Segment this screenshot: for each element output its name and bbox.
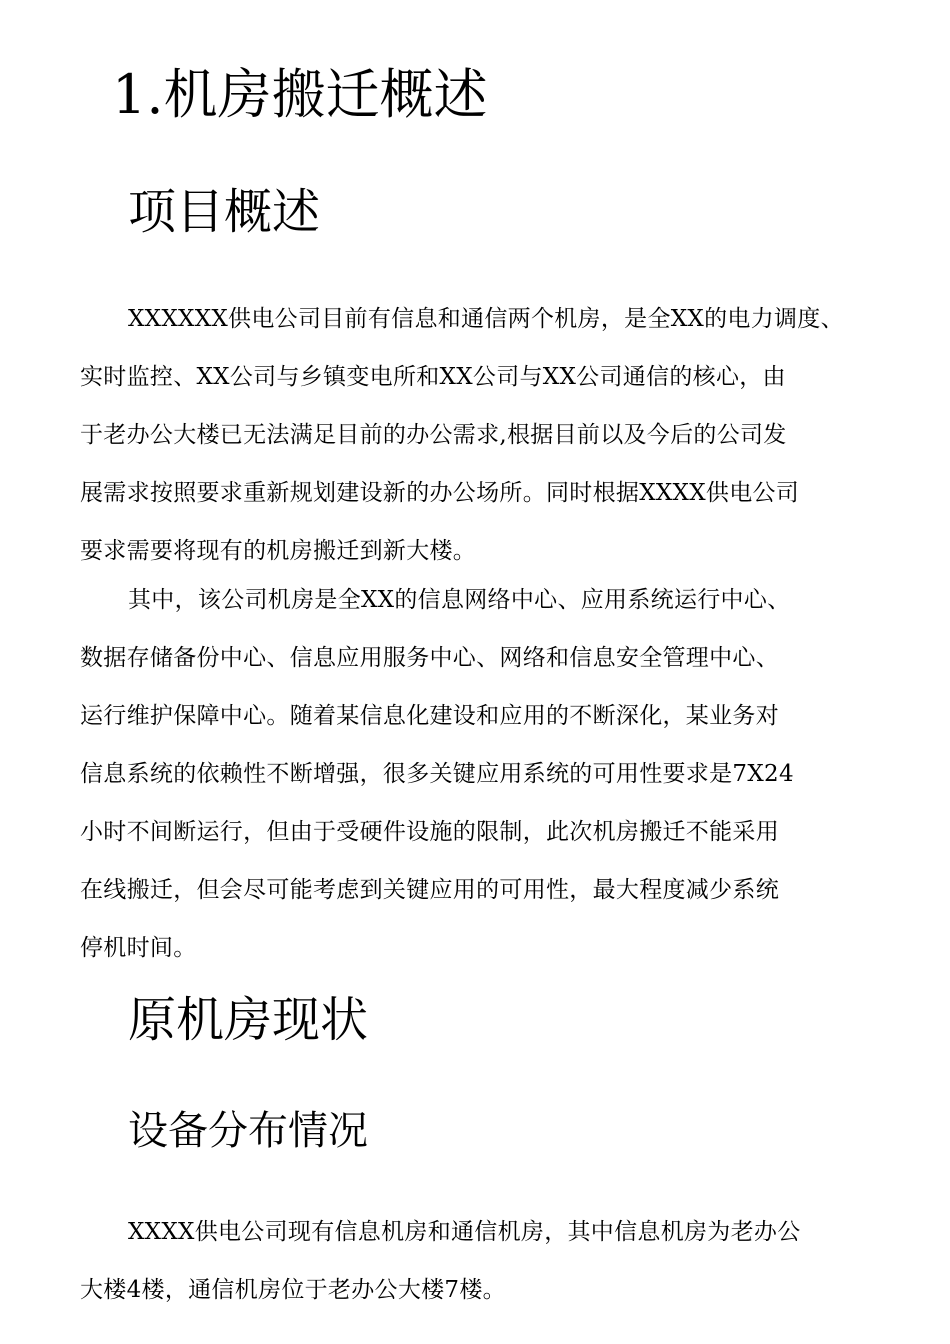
- paragraph-room-role: [80, 571, 880, 977]
- section-heading-project-overview: 项目概述: [128, 184, 321, 240]
- paragraph-project-background: [80, 290, 880, 580]
- text-line: 信息系统的依赖性不断增强，很多关键应用系统的可用性要求是7X24: [80, 761, 794, 787]
- text-line: XXXXXX供电公司目前有信息和通信两个机房，是全XX的电力调度、: [128, 306, 844, 332]
- text-line: 数据存储备份中心、信息应用服务中心、网络和信息安全管理中心、: [80, 645, 779, 671]
- text-line: 要求需要将现有的机房搬迁到新大楼。: [80, 538, 477, 564]
- text-line: XXXX供电公司现有信息机房和通信机房，其中信息机房为老办公: [128, 1219, 801, 1245]
- text-line: 运行维护保障中心。随着某信息化建设和应用的不断深化，某业务对: [80, 703, 779, 729]
- chapter-heading: 1.机房搬迁概述: [112, 63, 488, 126]
- section-heading-current-status: 原机房现状: [128, 992, 369, 1048]
- text-line: 在线搬迁，但会尽可能考虑到关键应用的可用性，最大程度减少系统: [80, 877, 779, 903]
- text-line: 大楼4楼，通信机房位于老办公大楼7楼。: [80, 1277, 506, 1303]
- subsection-heading-equipment-distribution: 设备分布情况: [128, 1108, 368, 1154]
- text-line: 于老办公大楼已无法满足目前的办公需求,根据目前以及今后的公司发: [80, 422, 787, 448]
- text-line: 实时监控、XX公司与乡镇变电所和XX公司与XX公司通信的核心，由: [80, 364, 786, 390]
- text-line: 展需求按照要求重新规划建设新的办公场所。同时根据XXXX供电公司: [80, 480, 800, 506]
- text-line: 其中，该公司机房是全XX的信息网络中心、应用系统运行中心、: [128, 587, 791, 613]
- paragraph-equipment-distribution: [80, 1203, 880, 1319]
- text-line: 小时不间断运行，但由于受硬件设施的限制，此次机房搬迁不能采用: [80, 819, 779, 845]
- text-line: 停机时间。: [80, 935, 197, 961]
